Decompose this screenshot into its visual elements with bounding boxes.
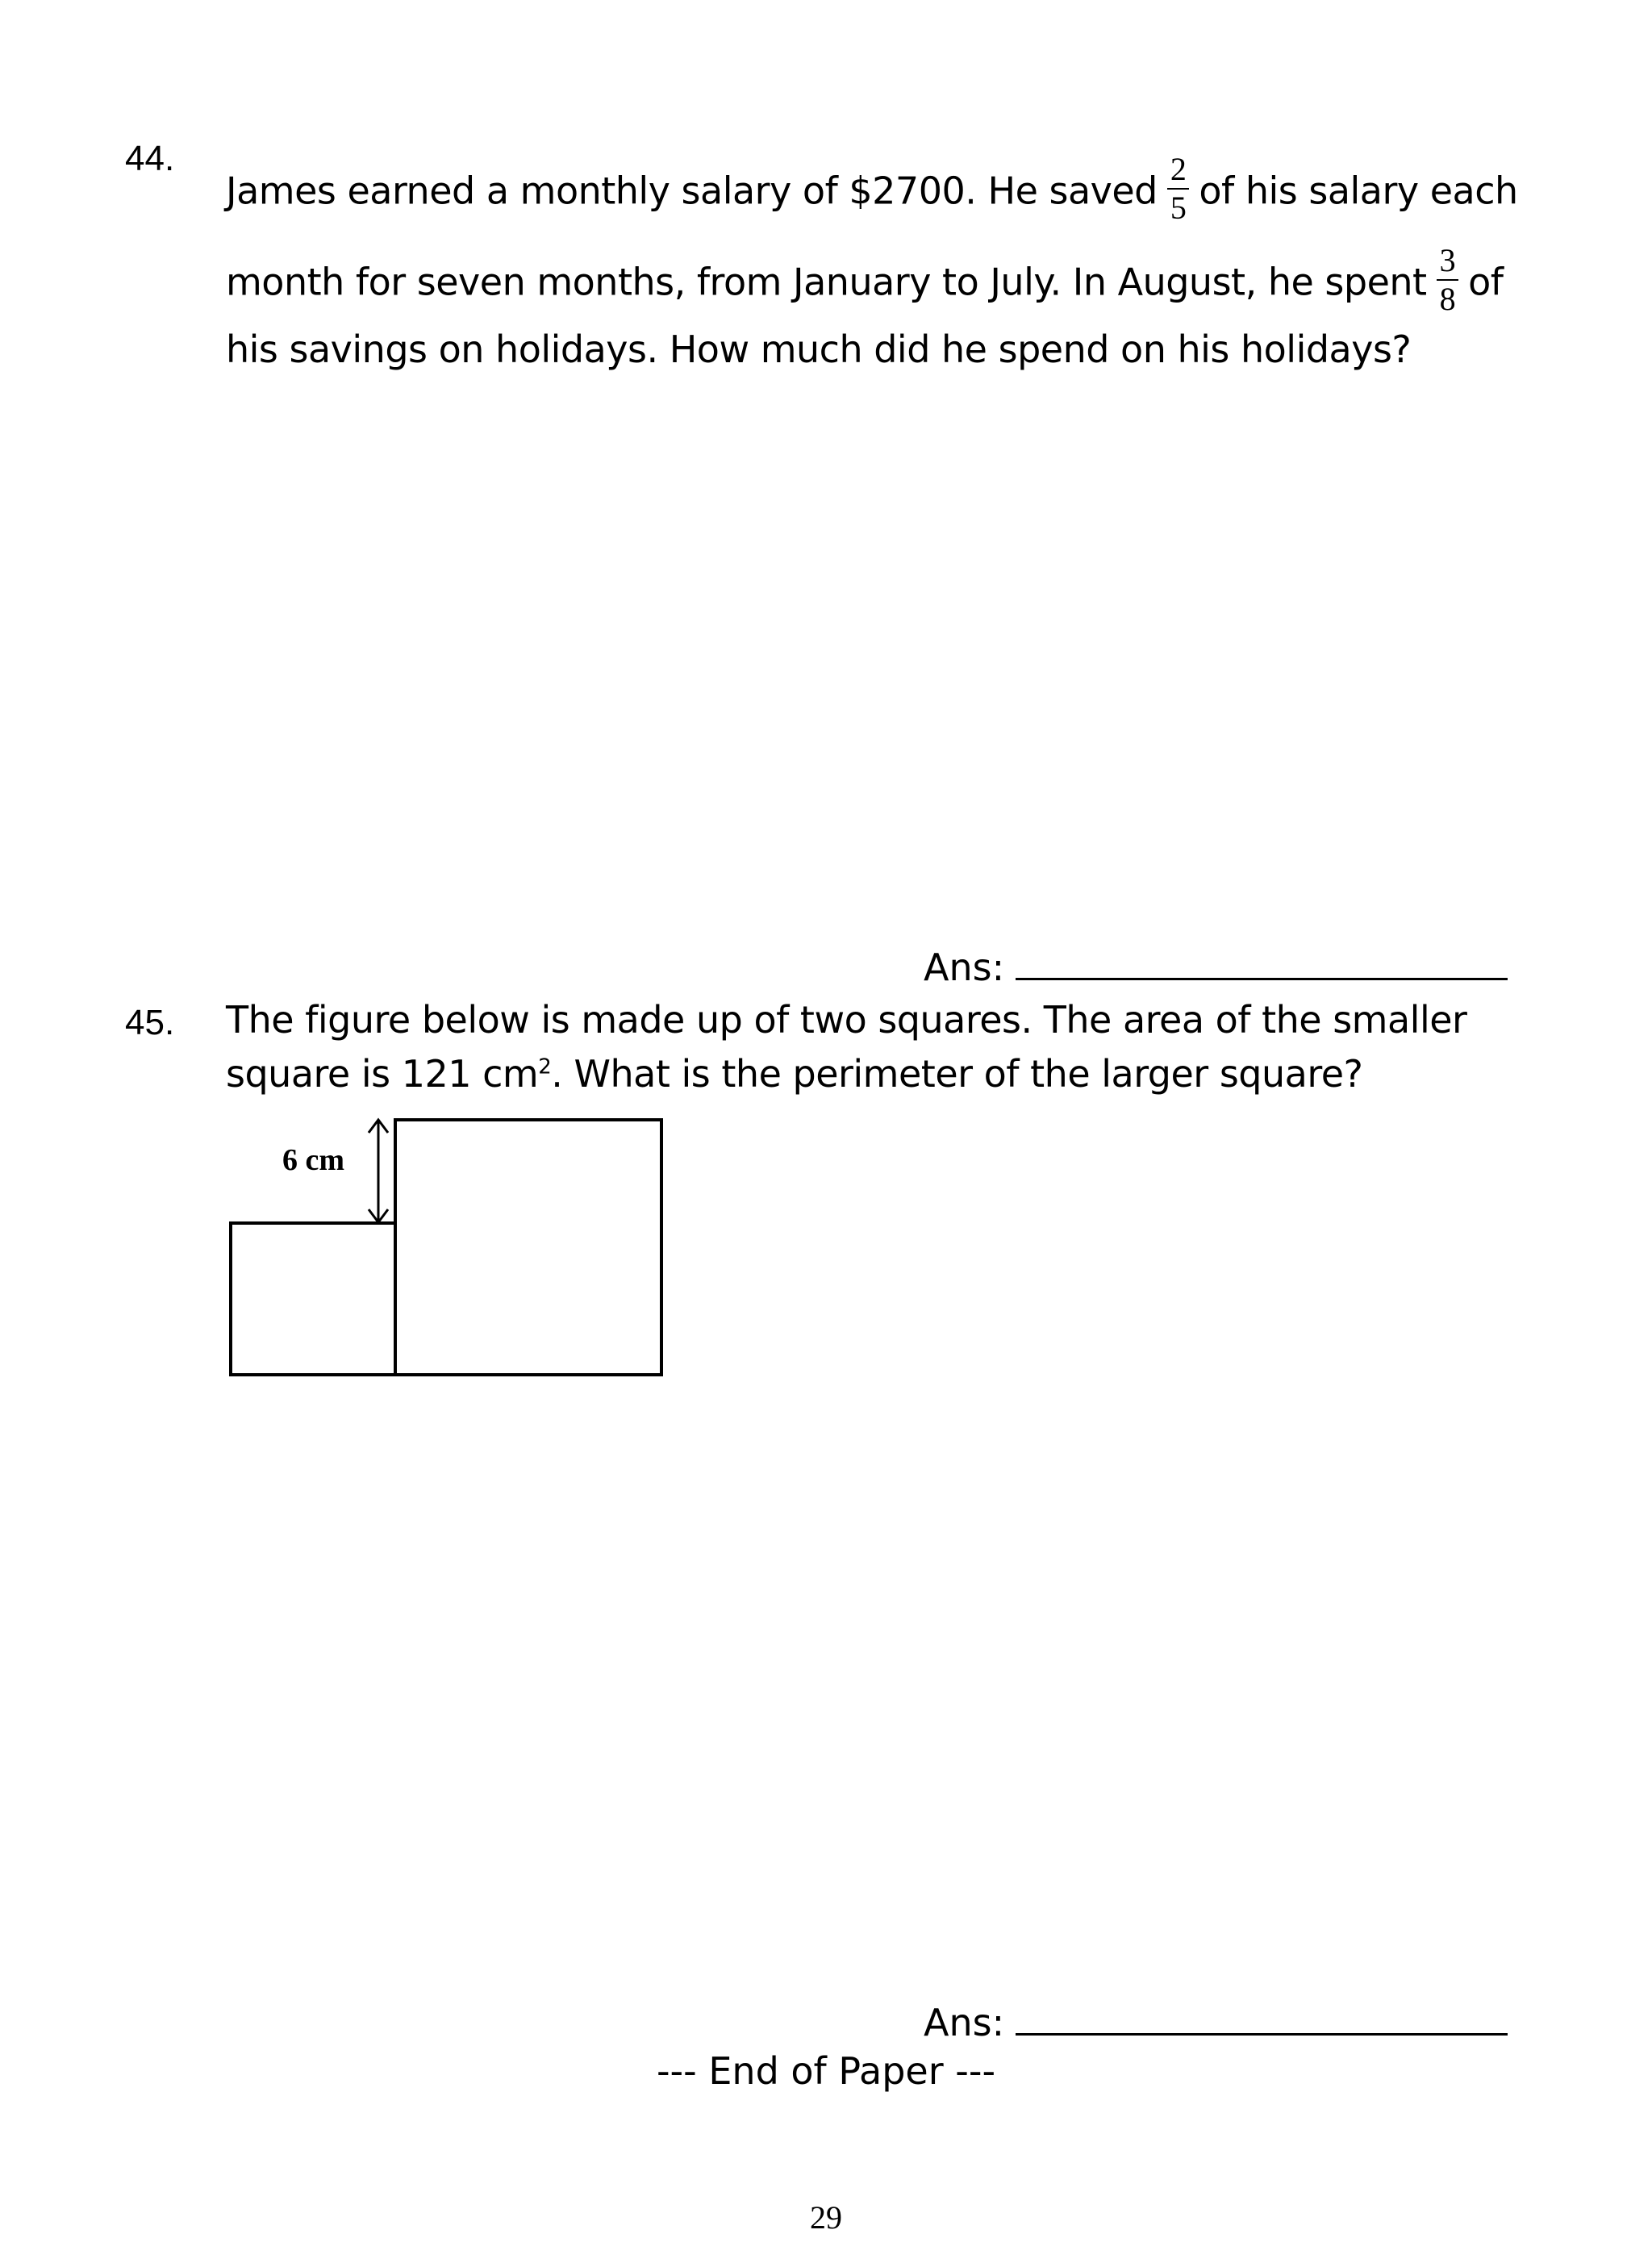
fraction-denominator: 5 — [1170, 190, 1187, 226]
q45-text-2a: square is 121 cm — [226, 1052, 539, 1096]
q44-text-1a: James earned a monthly salary of $2700. He saved — [226, 169, 1158, 213]
fraction-numerator: 3 — [1439, 242, 1456, 278]
q44-text-1b: of his salary each — [1199, 169, 1518, 213]
q45-answer — [924, 2001, 1508, 2044]
fraction-denominator: 8 — [1439, 281, 1456, 317]
question-number-44: 44. — [125, 139, 175, 178]
q44-text-2a: month for seven months, from January to July. In August, he spent — [226, 260, 1427, 304]
q44-text-2b: of — [1468, 260, 1504, 304]
figure-label-6cm: 6 cm — [282, 1143, 345, 1177]
answer-blank-line[interactable] — [1016, 2002, 1508, 2036]
smaller-square — [231, 1223, 395, 1375]
end-of-paper: --- End of Paper --- — [656, 2049, 996, 2093]
q45-text-2b: . What is the perimeter of the larger square? — [551, 1052, 1363, 1096]
answer-label: Ans: — [924, 2001, 1005, 2044]
question-number-45: 45. — [125, 1003, 175, 1042]
page-number: 29 — [810, 2199, 842, 2236]
q44-line-3: his savings on holidays. How much did he spend on his holidays? — [226, 328, 1412, 371]
fraction-numerator: 2 — [1170, 151, 1187, 187]
double-arrow — [369, 1120, 388, 1222]
superscript-2: 2 — [538, 1054, 552, 1079]
answer-label: Ans: — [924, 946, 1005, 989]
larger-square — [395, 1120, 661, 1375]
q45-line-1: The figure below is made up of two squares. The area of the smaller — [226, 998, 1467, 1042]
